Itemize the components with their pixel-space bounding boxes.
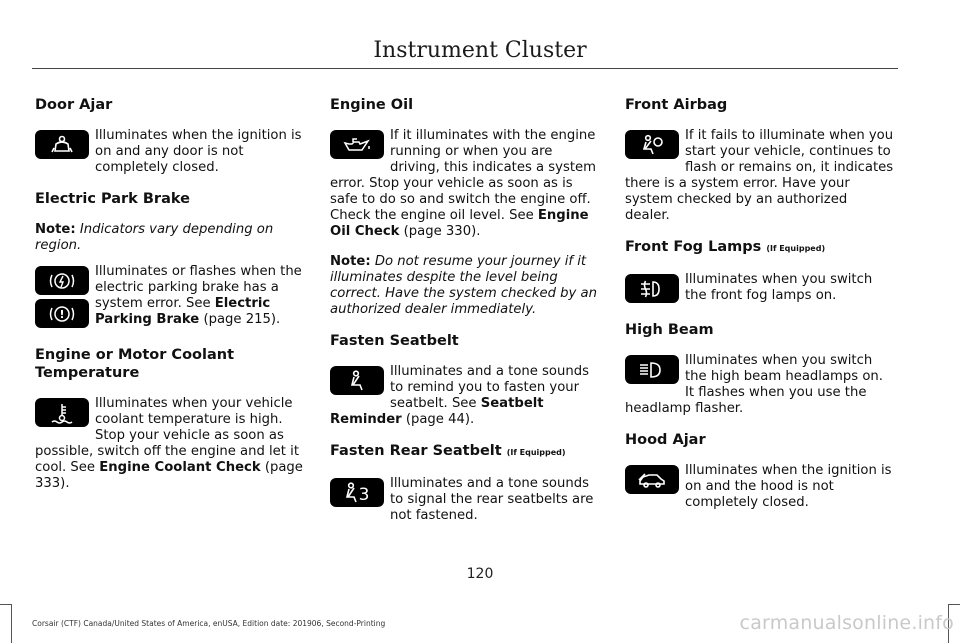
oil-can-icon: [330, 130, 384, 159]
park-brake-heading: Electric Park Brake: [35, 191, 190, 207]
page-number: 120: [466, 566, 494, 582]
crop-mark: [948, 604, 960, 605]
fog-lamps-block: Illuminates when you switch the front fog lamps on.: [625, 272, 895, 307]
airbag-block: If it fails to illuminate when you start your vehicle, continues to flash or remains on, it indicates there is a system error. Have your system checked by an authorized dealer.: [625, 128, 894, 223]
door-ajar-block: Illuminates when the ignition is on and any door is not completely closed.: [35, 128, 307, 176]
watermark: carmanualsonline.info: [739, 612, 954, 634]
engine-oil-note: Note: Do not resume your journey if it illuminates despite the level being correct. Have the system checked by an authorized dealer immediately.: [330, 254, 597, 317]
brake-warning-icon: [35, 299, 89, 328]
hood-ajar-heading: Hood Ajar: [625, 432, 706, 448]
fog-lamps-heading: Front Fog Lamps (If Equipped): [625, 239, 826, 255]
rear-seatbelt-heading: Fasten Rear Seatbelt (If Equipped): [330, 443, 566, 459]
engine-coolant-check-link[interactable]: Engine Coolant Check: [99, 460, 261, 475]
high-beam-heading: High Beam: [625, 322, 714, 338]
svg-text:!: !: [59, 307, 65, 321]
electric-parking-brake-link[interactable]: Electric Parking Brake: [95, 296, 271, 327]
svg-text:3: 3: [358, 484, 370, 504]
high-beam-icon: [625, 355, 679, 384]
park-brake-note: Note: Indicators vary depending on region.: [35, 222, 274, 253]
engine-oil-block: If it illuminates with the engine running or when you are driving, this indicates a system error. Stop your vehicle as soon as is safe to do so and switch the engine off. Check the engine oil level. See Engine Oil Check (page 330).: [330, 128, 596, 239]
hood-ajar-icon: [625, 465, 679, 494]
engine-oil-check-link[interactable]: Engine Oil Check: [330, 208, 589, 239]
title-divider: [32, 68, 898, 69]
column-1: [35, 96, 307, 506]
crop-mark: [11, 605, 12, 643]
park-brake-block: ! Illuminates or flashes when the electric parking brake has a system error. See Electric Parking Brake (page 215).: [35, 264, 307, 332]
rear-seatbelt-icon: [330, 478, 384, 507]
parking-brake-fault-icon: [35, 266, 89, 295]
airbag-heading: Front Airbag: [625, 97, 728, 113]
edition-footer: Corsair (CTF) Canada/United States of America, enUSA, Edition date: 201906, Second-Printing: [32, 619, 386, 628]
page-title: Instrument Cluster: [373, 38, 587, 63]
seatbelt-heading: Fasten Seatbelt: [330, 333, 459, 349]
column-2: [330, 96, 602, 538]
airbag-icon: [625, 130, 679, 159]
hood-ajar-block: Illuminates when the ignition is on and the hood is not completely closed.: [625, 463, 895, 511]
door-ajar-icon: [35, 130, 89, 159]
seatbelt-reminder-link[interactable]: Seatbelt Reminder: [330, 396, 544, 427]
engine-oil-heading: Engine Oil: [330, 97, 414, 113]
coolant-block: Illuminates when your vehicle coolant temperature is high. Stop your vehicle as soon as possible, switch off the engine and let it cool. See Engine Coolant Check (page 333).: [35, 396, 303, 491]
door-ajar-heading: Door Ajar: [35, 97, 113, 113]
fog-lamp-icon: [625, 274, 679, 303]
seatbelt-icon: [330, 366, 384, 395]
coolant-temperature-icon: [35, 398, 89, 427]
coolant-heading: Engine or Motor Coolant Temperature: [35, 347, 234, 381]
seatbelt-block: Illuminates and a tone sounds to remind you to fasten your seatbelt. See Seatbelt Reminder (page 44).: [330, 364, 589, 427]
rear-seatbelt-block: 3 Illuminates and a tone sounds to signal the rear seatbelts are not fastened.: [330, 476, 602, 524]
column-3: [625, 96, 895, 525]
high-beam-block: Illuminates when you switch the high beam headlamps on. It flashes when you use the headlamp flasher.: [625, 353, 883, 416]
